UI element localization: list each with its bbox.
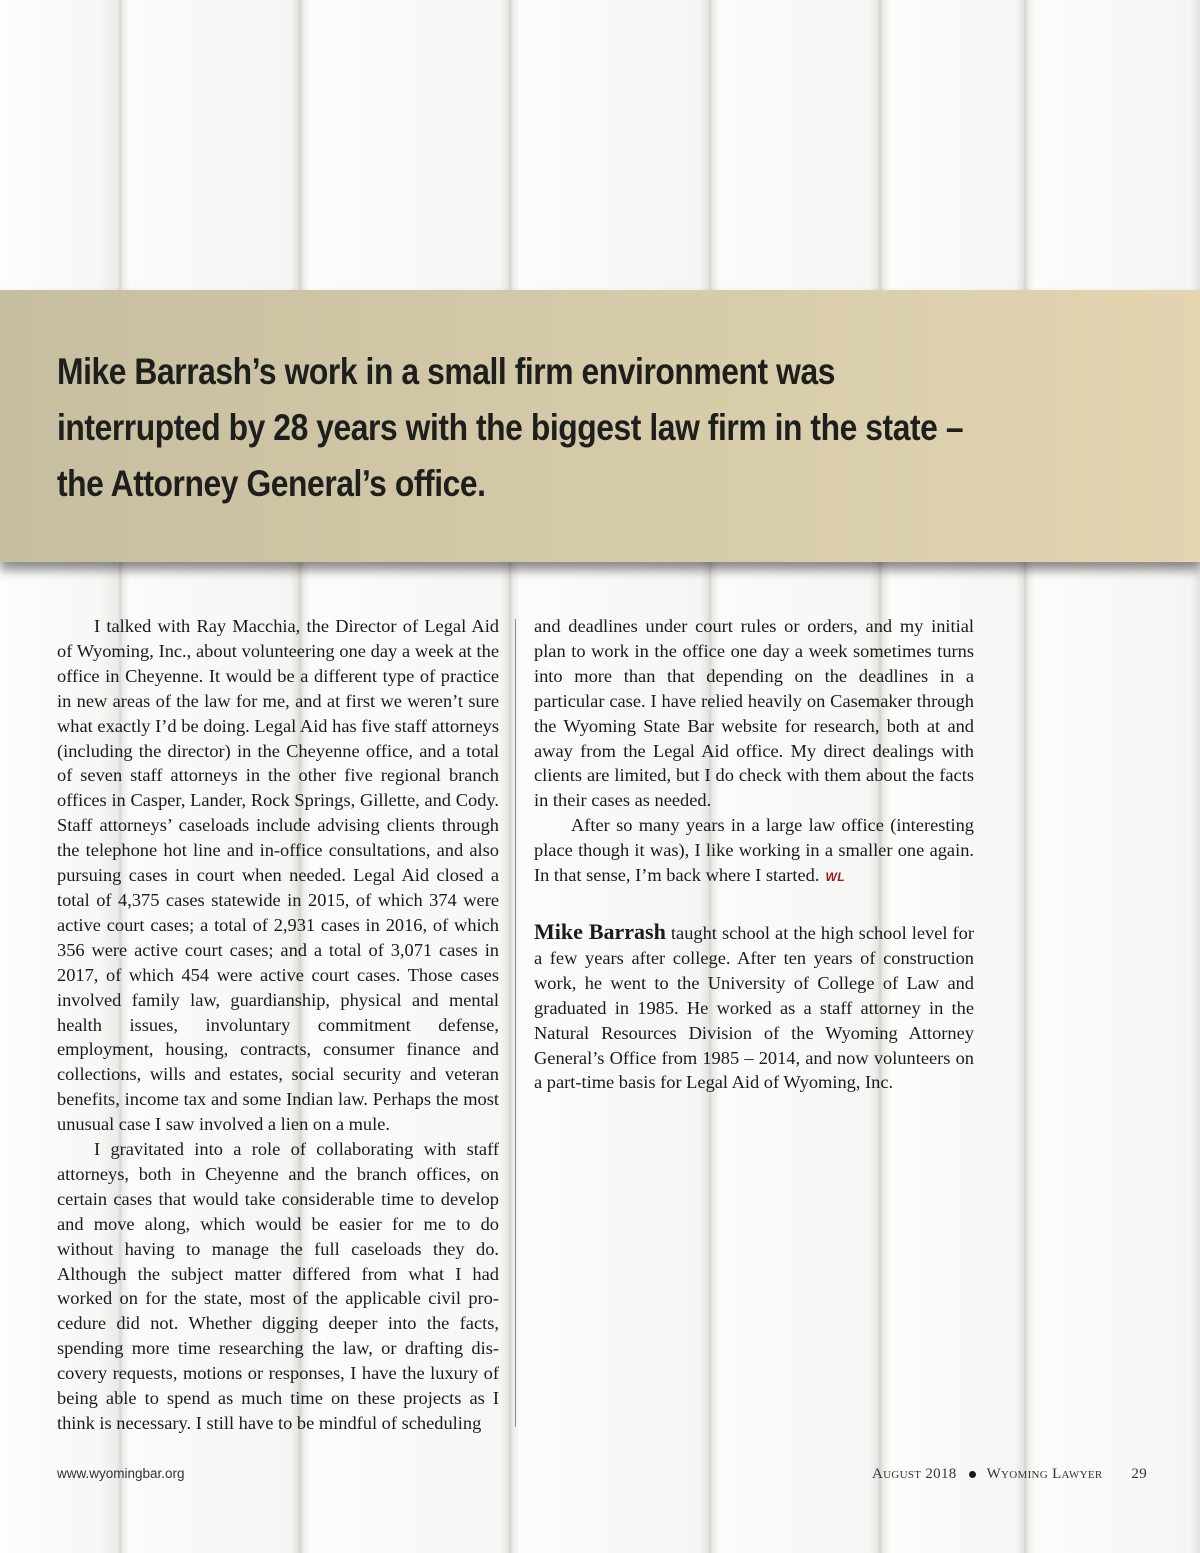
pull-quote-banner [0,290,1200,562]
pull-quote-line: interrupted by 28 years with the biggest law firm in the state – [57,407,964,448]
footer-publication-name: Wyoming Lawyer [986,1466,1103,1482]
page-number: 29 [1131,1466,1147,1482]
end-mark-logo: WL [825,870,846,885]
author-name: Mike Barrash [534,918,666,944]
bullet-icon [969,1471,976,1478]
author-bio [534,920,974,1095]
footer-website: www.wyomingbar.org [57,1466,185,1481]
pull-quote-line: the Attorney General’s office. [57,463,486,504]
pull-quote-title [57,344,1089,512]
article-paragraph: and deadlines under court rules or orders, and my initial plan to work in the office one day a week sometimes turns into more than that depending on the deadlines in a particular case. I have relied heavily on Casemaker through the Wyoming State Bar website for research, both at and away from the Legal Aid office. My direct dealings with clients are limited, but I do check with them about the facts in their cases as needed. [534,616,974,811]
article-paragraph: I talked with Ray Macchia, the Director of Legal Aid of Wyoming, Inc., about volunteering one day a week at the office in Cheyenne. It would be a different type of practice in new areas of the law for me, and at first we weren’t sure what exactly I’d be doing. Legal Aid has five staff attorneys (including the director) in the Cheyenne office, and a total of seven staff attorneys in the other five regional branch offices in Casper, Lander, Rock Springs, Gillette, and Cody. Staff attorneys’ caseloads include advising clients through the telephone hot line and in-office consultations, and also pursuing cases in court when needed. Legal Aid closed a total of 4,375 cases statewide in 2015, of which 374 were active court cases; a total of 2,931 cases in 2016, of which 356 were active court cases; and a total of 3,071 cases in 2017, of which 454 were active court cases. Those cases involved family law, guardianship, physical and mental health issues, involuntary commitment defense, employment, housing, contracts, consumer finance and collections, wills and estates, social security and veteran benefits, income tax and some Indian law. Perhaps the most unusual case I saw involved a lien on a mule. [57,616,499,1135]
article-paragraph: I gravitated into a role of collaborating with staff attorneys, both in Cheyenne and the branch offices, on certain cases that would take considerable time to develop and move along, which would be easier for me to do without having to manage the full caseloads they do. Although the subject matter differed from what I had worked on for the state, most of the applicable civil procedure did not. Whether digging deeper into the facts, spending more time researching the law, or drafting discovery requests, motions or responses, I have the luxury of being able to spend as much time on these projects as I think is necessary. I still have to be mindful of scheduling [57,1139,499,1433]
footer-issue-date: August 2018 [872,1466,957,1482]
article-column-left [57,614,499,1436]
pull-quote-line: Mike Barrash’s work in a small firm environment was [57,351,835,392]
article-paragraph-final [534,813,974,890]
author-bio-text: taught school at the high school level for a few years after college. After ten years of construction work, he went to the University of College of Law and graduated in 1985. He worked as a staff attorney in the Natural Resources Division of the Wyoming Attorney General’s Office from 1985 – 2014, and now volunteers on a part-time basis for Legal Aid of Wyoming, Inc. [534,922,974,1093]
article-column-right [534,614,974,1095]
footer-publication-info [872,1466,1147,1483]
article-paragraph-text: After so many years in a large law office (interesting place though it was), I like working in a smaller one again. In that sense, I’m back where I started. [534,815,974,886]
column-divider [515,619,516,1427]
